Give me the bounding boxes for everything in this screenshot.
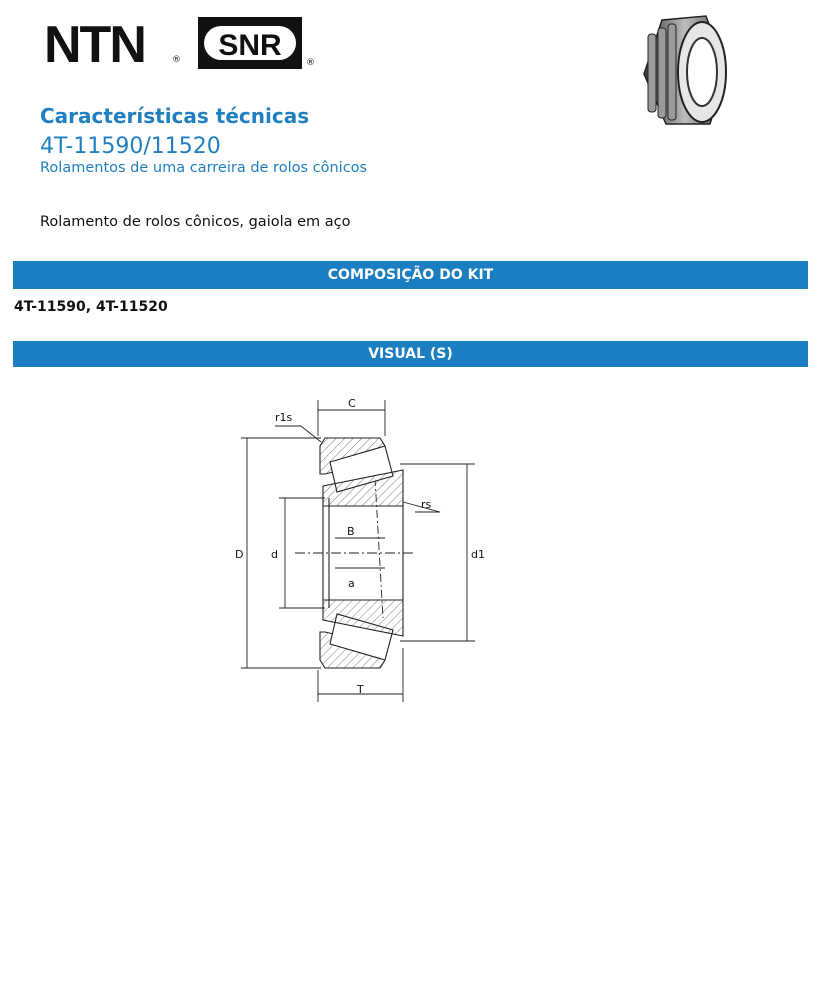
label-d-bore: d (271, 548, 278, 561)
label-d1: d1 (471, 548, 485, 561)
product-family: Rolamentos de uma carreira de rolos cônicos (40, 160, 368, 176)
svg-text:®: ® (172, 55, 181, 65)
kit-section-header: COMPOSIÇÃO DO KIT (13, 261, 808, 289)
bearing-product-image (636, 12, 736, 128)
bearing-technical-drawing (225, 388, 525, 708)
svg-text:SNR: SNR (218, 29, 282, 62)
snr-logo (198, 17, 316, 71)
kit-composition: 4T-11590, 4T-11520 (14, 299, 168, 315)
visual-section-header: VISUAL (S) (13, 341, 808, 367)
product-description: Rolamento de rolos cônicos, gaiola em aço (40, 214, 351, 230)
label-c: C (348, 397, 356, 410)
label-d-outer: D (235, 548, 244, 561)
svg-text:NTN: NTN (44, 16, 145, 74)
ntn-logo (44, 16, 181, 74)
label-rs: rs (421, 498, 432, 511)
label-t: T (357, 683, 364, 696)
product-reference: 4T-11590/11520 (40, 134, 221, 159)
svg-text:®: ® (306, 58, 315, 68)
label-r1s: r1s (275, 411, 293, 424)
label-a: a (348, 577, 355, 590)
label-b: B (347, 525, 355, 538)
page-title: Características técnicas (40, 104, 310, 128)
